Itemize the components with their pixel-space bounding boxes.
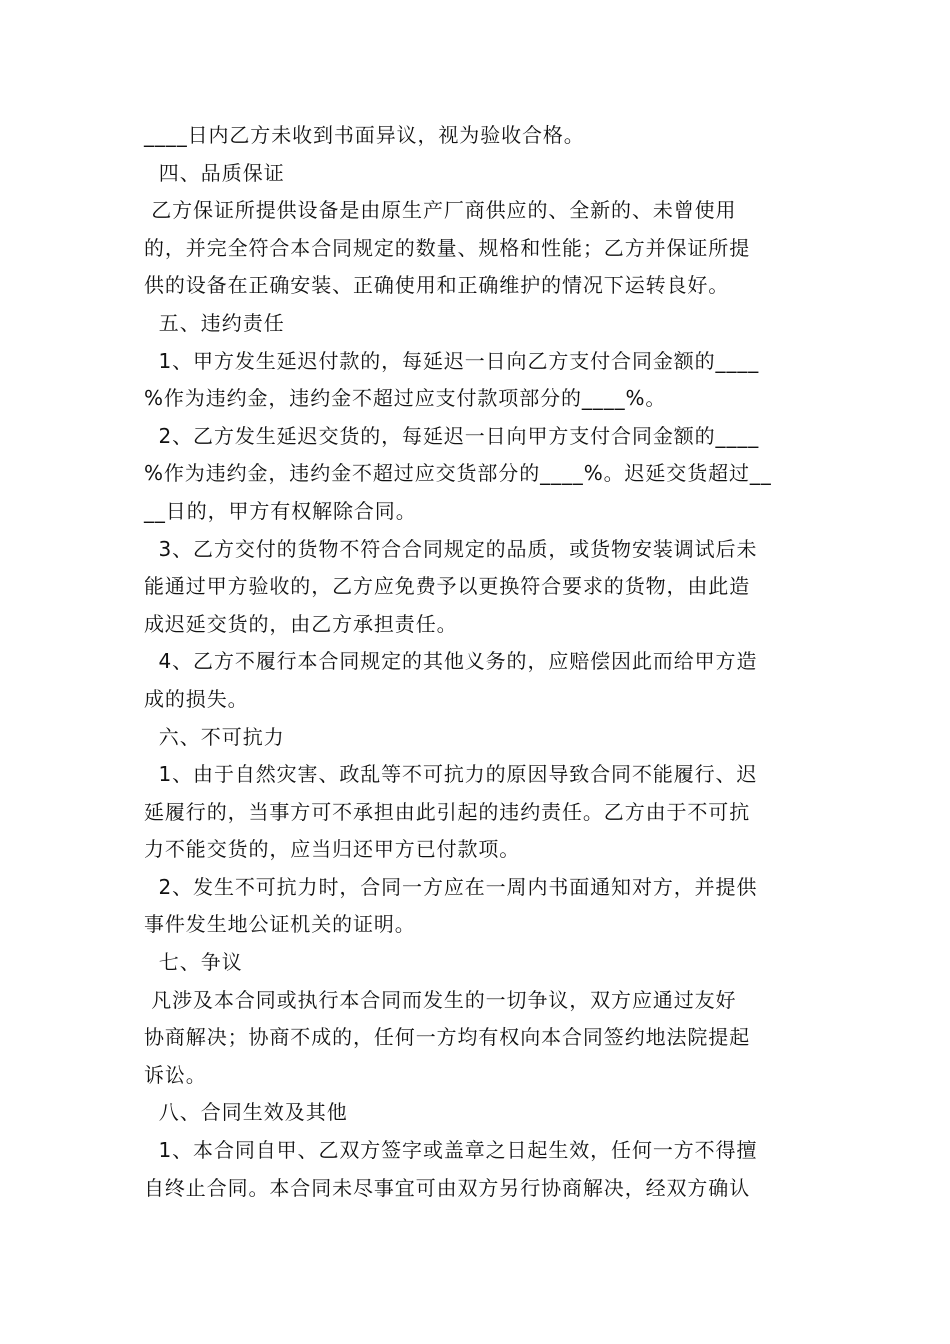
- text-line: 3、乙方交付的货物不符合合同规定的品质，或货物安装调试后未: [144, 536, 758, 561]
- text-line: 能通过甲方验收的，乙方应免费予以更换符合要求的货物，由此造: [144, 574, 751, 599]
- section-heading-quality-guarantee: 四、品质保证: [144, 160, 285, 185]
- text-line: 供的设备在正确安装、正确使用和正确维护的情况下运转良好。: [144, 273, 730, 298]
- text-line: ____日内乙方未收到书面异议，视为验收合格。: [144, 123, 585, 147]
- text-line: 1、甲方发生延迟付款的，每延迟一日向乙方支付合同金额的____: [144, 348, 760, 373]
- text-line: 凡涉及本合同或执行本合同而发生的一切争议，双方应通过友好: [144, 987, 737, 1012]
- text-line: 事件发生地公证机关的证明。: [144, 912, 416, 937]
- section-heading-effectiveness: 八、合同生效及其他: [144, 1100, 348, 1125]
- text-line: 1、本合同自甲、乙双方签字或盖章之日起生效，任何一方不得擅: [144, 1138, 758, 1163]
- text-line: 成的损失。: [144, 686, 249, 711]
- text-line: 力不能交货的，应当归还甲方已付款项。: [144, 837, 521, 862]
- text-line: 自终止合同。本合同未尽事宜可由双方另行协商解决，经双方确认: [144, 1175, 751, 1200]
- section-heading-force-majeure: 六、不可抗力: [144, 724, 285, 749]
- text-line: %作为违约金，违约金不超过应交货部分的____%。迟延交货超过__: [144, 461, 772, 486]
- text-line: 协商解决；协商不成的，任何一方均有权向本合同签约地法院提起: [144, 1025, 751, 1050]
- section-heading-dispute: 七、争议: [144, 950, 243, 975]
- text-line: 4、乙方不履行本合同规定的其他义务的，应赔偿因此而给甲方造: [144, 649, 758, 674]
- text-line: __日的，甲方有权解除合同。: [144, 498, 417, 523]
- text-line: 2、乙方发生延迟交货的，每延迟一日向甲方支付合同金额的____: [144, 423, 760, 448]
- contract-text-body: [144, 117, 808, 1207]
- text-line: 延履行的，当事方可不承担由此引起的违约责任。乙方由于不可抗: [144, 799, 751, 824]
- text-line: %作为违约金，违约金不超过应支付款项部分的____%。: [144, 386, 667, 411]
- section-heading-breach-liability: 五、违约责任: [144, 310, 285, 335]
- text-line: 成迟延交货的，由乙方承担责任。: [144, 611, 458, 636]
- text-line: 乙方保证所提供设备是由原生产厂商供应的、全新的、未曾使用: [144, 198, 737, 223]
- text-line: 诉讼。: [144, 1062, 207, 1087]
- text-line: 1、由于自然灾害、政乱等不可抗力的原因导致合同不能履行、迟: [144, 762, 758, 787]
- text-line: 的，并完全符合本合同规定的数量、规格和性能；乙方并保证所提: [144, 235, 751, 260]
- text-line: 2、发生不可抗力时，合同一方应在一周内书面通知对方，并提供: [144, 874, 758, 899]
